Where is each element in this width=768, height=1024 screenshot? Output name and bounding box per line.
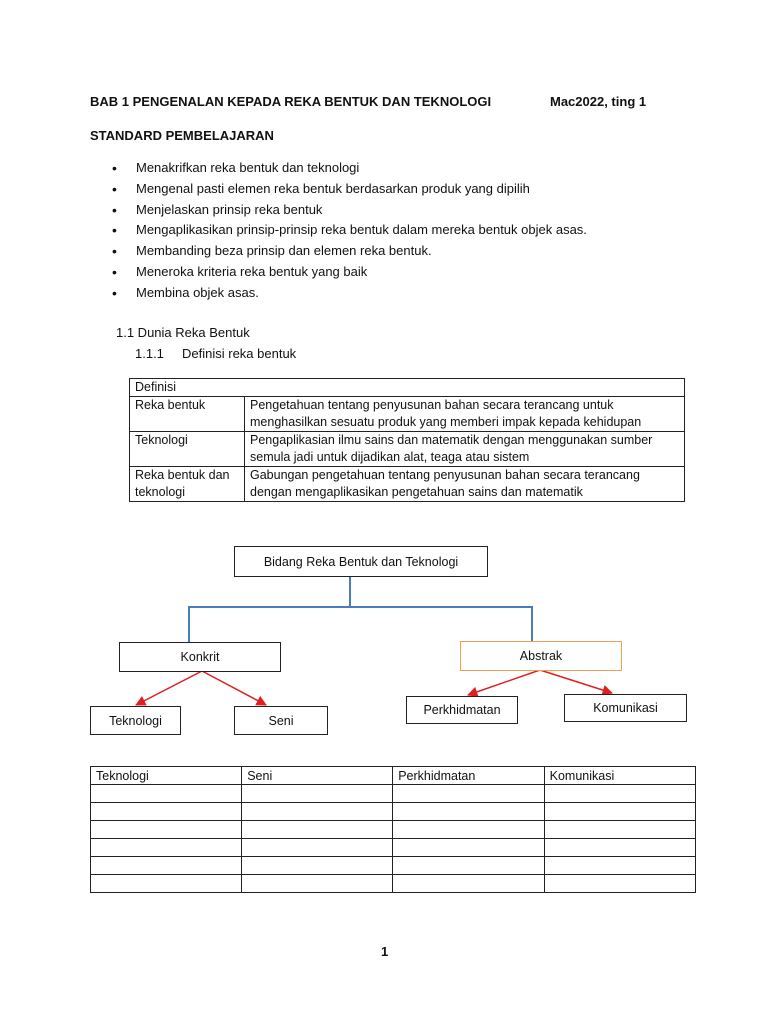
- empty-cell: [544, 857, 695, 875]
- category-table: [90, 766, 696, 893]
- empty-cell: [544, 821, 695, 839]
- list-item: • Menjelaskan prinsip reka bentuk: [112, 200, 587, 221]
- table-row: [91, 857, 696, 875]
- list-item: • Meneroka kriteria reka bentuk yang baik: [112, 262, 587, 283]
- subsection-number: 1.1.1: [135, 346, 164, 361]
- empty-cell: [91, 875, 242, 893]
- document-title: BAB 1 PENGENALAN KEPADA REKA BENTUK DAN TEKNOLOGI: [90, 94, 492, 109]
- arrow-konkrit-seni: [202, 671, 266, 705]
- diagram-seni-box: Seni: [234, 706, 328, 735]
- empty-cell: [544, 785, 695, 803]
- empty-cell: [91, 803, 242, 821]
- column-header: Seni: [242, 767, 393, 785]
- definitions-header: Definisi: [130, 379, 685, 397]
- term-line: Reka bentuk dan: [135, 468, 230, 482]
- empty-cell: [393, 821, 544, 839]
- definition-line: dengan mengaplikasikan pengetahuan sains dan matematik: [250, 485, 583, 499]
- term-cell: Reka bentuk: [130, 397, 245, 432]
- empty-cell: [242, 839, 393, 857]
- empty-cell: [242, 857, 393, 875]
- list-item: • Membina objek asas.: [112, 283, 587, 304]
- empty-cell: [393, 803, 544, 821]
- definition-line: Pengetahuan tentang penyusunan bahan secara terancang untuk: [250, 398, 614, 412]
- diagram-konkrit-box: Konkrit: [119, 642, 281, 672]
- term-cell: Teknologi: [130, 432, 245, 467]
- empty-cell: [393, 875, 544, 893]
- table-row: [91, 785, 696, 803]
- arrow-konkrit-teknologi: [136, 671, 202, 705]
- diagram-perkhidmatan-box: Perkhidmatan: [406, 696, 518, 724]
- column-header: Teknologi: [91, 767, 242, 785]
- table-row: [91, 821, 696, 839]
- column-header: Komunikasi: [544, 767, 695, 785]
- standard-heading: STANDARD PEMBELAJARAN: [90, 128, 274, 143]
- diagram-komunikasi-box: Komunikasi: [564, 694, 687, 722]
- list-item: • Mengenal pasti elemen reka bentuk berdasarkan produk yang dipilih: [112, 179, 587, 200]
- diagram-teknologi-box: Teknologi: [90, 706, 181, 735]
- definition-line: Pengaplikasian ilmu sains dan matematik dengan menggunakan sumber: [250, 433, 653, 447]
- section-heading: 1.1 Dunia Reka Bentuk: [116, 325, 250, 340]
- empty-cell: [242, 803, 393, 821]
- empty-cell: [91, 839, 242, 857]
- list-item: • Menakrifkan reka bentuk dan teknologi: [112, 158, 587, 179]
- arrow-abstrak-komunikasi: [540, 670, 612, 693]
- definition-line: semula jadi untuk dijadikan alat, teaga atau sistem: [250, 450, 530, 464]
- empty-cell: [544, 803, 695, 821]
- list-item: • Mengaplikasikan prinsip-prinsip reka bentuk dalam mereka bentuk objek asas.: [112, 220, 587, 241]
- diagram-root-box: Bidang Reka Bentuk dan Teknologi: [234, 546, 488, 577]
- page-number: 1: [381, 944, 389, 959]
- arrow-abstrak-perkhidmatan: [468, 670, 540, 695]
- list-item: • Membanding beza prinsip dan elemen reka bentuk.: [112, 241, 587, 262]
- empty-cell: [242, 785, 393, 803]
- empty-cell: [91, 857, 242, 875]
- empty-cell: [544, 875, 695, 893]
- column-header: Perkhidmatan: [393, 767, 544, 785]
- empty-cell: [393, 857, 544, 875]
- document-date: Mac2022, ting 1: [550, 94, 647, 109]
- table-row: [91, 803, 696, 821]
- empty-cell: [393, 839, 544, 857]
- empty-cell: [393, 785, 544, 803]
- subsection-title: Definisi reka bentuk: [182, 346, 297, 361]
- definition-line: Gabungan pengetahuan tentang penyusunan bahan secara terancang: [250, 468, 640, 482]
- table-row: [91, 839, 696, 857]
- empty-cell: [242, 875, 393, 893]
- empty-cell: [91, 821, 242, 839]
- definition-line: menghasilkan sesuatu produk yang memberi impak kepada kehidupan: [250, 415, 642, 429]
- table-row: [91, 875, 696, 893]
- table-body: [91, 785, 696, 893]
- diagram-abstrak-box: Abstrak: [460, 641, 622, 671]
- empty-cell: [242, 821, 393, 839]
- term-line: teknologi: [135, 485, 186, 499]
- empty-cell: [544, 839, 695, 857]
- empty-cell: [91, 785, 242, 803]
- table-row: [91, 767, 696, 785]
